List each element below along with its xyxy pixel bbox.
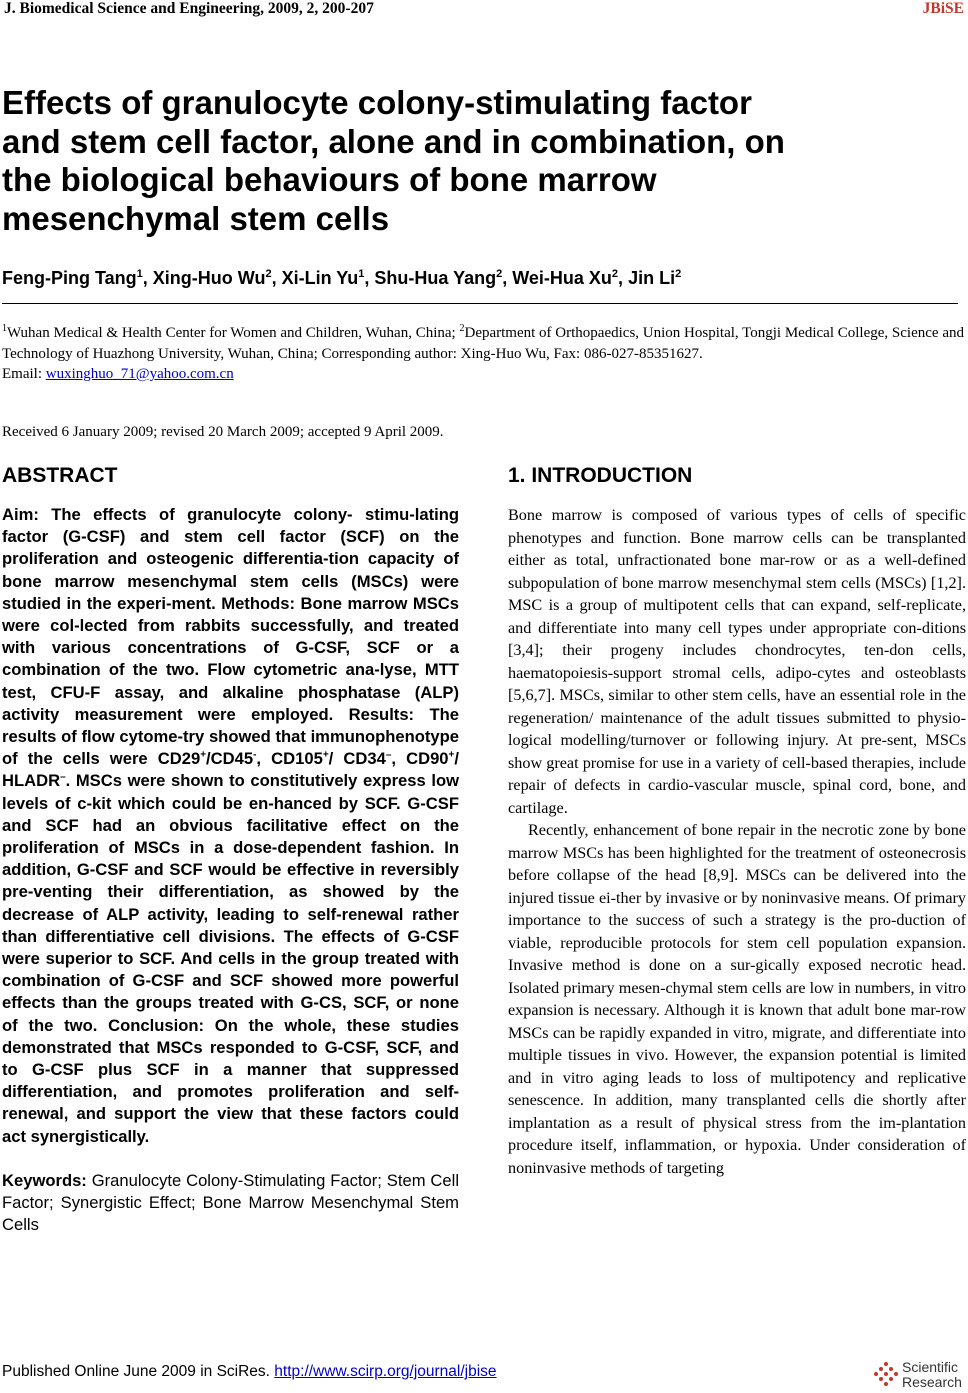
title-line: mesenchymal stem cells [2,199,390,237]
logo-text [902,1360,962,1390]
author-name: Xing-Huo Wu [152,268,266,288]
author-name: Jin Li [628,268,676,288]
journal-link[interactable]: http://www.scirp.org/journal/jbise [274,1363,497,1380]
affiliation-1: Wuhan Medical & Health Center for Women and Children, Wuhan, China; [7,325,460,341]
introduction-paragraph: Recently, enhancement of bone repair in the necrotic zone by bone marrow MSCs has been highlighted for the treatment of osteonecrosis before collapse of the head [8,9]. MSCs can be delivered into the injured tissue ei-ther by invasive or by noninvasive means. Of primary importance to the success of such a strategy is the pro-duction of viable, reproducible protocols for stem cell population expansion. Invasive method is done on a sur-gically exposed necrotic head. Isolated primary mesen-chymal stem cells are low in numbers, in vitro expansion is necessary. Although it is known that adult bone mar-row MSCs can be rapidly expanded in vitro, migrate, and differentiate into multiple tissues in vivo. However, the expansion potential is limited and in vitro aging leads to loss of multipotency and replicative senescence. In addition, many transplanted cells die shortly after implantation as a result of physical stress from the im-plantation procedure itself, inflammation, or hypoxia. Under consideration of noninvasive methods of targeting [508,821,966,1177]
author-name: Shu-Hua Yang [374,268,497,288]
author-name: Xi-Lin Yu [281,268,359,288]
keywords [2,1170,459,1237]
journal-abbrev: JBiSE [922,0,964,17]
page-footer [2,1363,497,1381]
logo-line: Scientific [902,1359,959,1375]
received-dates: Received 6 January 2009; revised 20 March 2009; accepted 9 April 2009. [2,424,444,440]
logo-line: Research [902,1374,962,1390]
author-affiliation-mark: 1 [136,268,143,280]
affiliation-mark: 1 [2,323,7,334]
author-affiliation-mark: 2 [611,268,619,280]
header-divider [2,303,958,304]
affiliations [2,319,964,385]
logo-mark-icon [872,1360,900,1390]
introduction-heading: 1. INTRODUCTION [508,464,693,487]
affiliation-mark: 2 [459,323,465,334]
title-line: the biological behaviours of bone marrow [2,161,657,198]
author-name: Feng-Ping Tang [2,268,137,288]
abstract-text: Aim: The effects of granulocyte colony- stimu-lating factor (G-CSF) and stem cell factor (SCF) on the proliferation and osteogenic differentia-tion capacity of bone marrow mesenchymal stem cells (MSCs) were studied in the experi-ment. Methods: Bone marrow MSCs were col-lected from rabbits successfully, and treated with various concentrations of G-CSF, SCF or a combination of the two. Flow cytometric ana-lyse, MTT test, CFU-F assay, and alkaline phosphatase (ALP) activity measurement were employed. Results: The results of flow cytome-try showed that immunophenotype of the cells were CD29+/CD45-, CD105+/ CD34–, CD90+/ HLADR–. MSCs were shown to constitutively express low levels of c-kit which could be en-hanced by SCF. G-CSF and SCF had an obvious facilitative effect on the proliferation of MSCs in a dose-dependent fashion. In addition, G-CSF and SCF would be effective in reversibly pre-venting their differentiation, as showed by the decrease of ALP activity, leading to self-renewal rather than differentiative cell divisions. The effects of G-CSF were superior to SCF. And cells in the group treated with combination of G-CSF and SCF showed more powerful effects than the groups treated with G-CS, SCF, or none of the two. Conclusion: On the whole, these studies demonstrated that MSCs responded to G-CSF, SCF, and to G-CSF plus SCF in a manner that suppressed differentiation, and promotes proliferation and self-renewal, and support the view that these factors could act synergistically. [2,505,459,1146]
keywords-label: Keywords: [2,1170,87,1190]
author-affiliation-mark: 2 [675,268,682,280]
abstract-heading: ABSTRACT [2,464,118,487]
email-link[interactable]: wuxinghuo_71@yahoo.com.cn [45,366,234,382]
title-line: and stem cell factor, alone and in combination, on [2,122,785,160]
author-list: Feng-Ping Tang$^1$, Xing-Huo Wu$^2$, Xi-Lin Yu$^1$, Shu-Hua Yang$^2$, Wei-Hua Xu$^2$, Jin Li$^2$ [2,268,682,288]
author-affiliation-mark: 2 [496,268,503,280]
author-name: Wei-Hua Xu [512,268,612,288]
scientific-research-logo [872,1358,968,1392]
footer-text: Published Online June 2009 in SciRes. [2,1363,275,1380]
affiliation-2: Department of Orthopaedics, Union Hospital, Tongji Medical College, Science and Technology of Huazhong University, Wuhan, China; Corresponding author: Xing-Huo Wu, Fax: 086-027-85351627. [2,325,964,362]
running-head [4,0,964,20]
author-affiliation-mark: 2 [265,268,272,280]
right-column [508,464,966,1179]
left-column [2,464,459,1237]
author-affiliation-mark: 1 [358,268,365,280]
paper-title [2,84,942,238]
title-line: Effects of granulocyte colony-stimulating factor [2,84,752,121]
keywords-text: Granulocyte Colony-Stimulating Factor; Stem Cell Factor; Synergistic Effect; Bone Marrow Mesenchymal Stem Cells [2,1170,459,1235]
email-label: Email: [2,366,46,382]
journal-citation: J. Biomedical Science and Engineering, 2009, 2, 200-207 [4,0,374,17]
introduction-paragraph: Bone marrow is composed of various types of cells of specific phenotypes and function. Bone marrow cells can be transplanted either as total, unfractionated bone mar-row or as a well-defined subpopulation of bone marrow mesenchymal stem cells (MSCs) [1,2]. MSC is a group of multipotent cells that can expand, self-replicate, and differentiate into many cell types under appropriate con-ditions [3,4]; their progeny includes chondrocytes, ten-don cells, haematopoiesis-support stromal cells, adipo-cytes and osteoblasts [5,6,7]. MSCs, similar to other stem cells, have an essential role in the regeneration/ maintenance of the adult tissues submitted to physio-logical modelling/turnover or following injury. At pre-sent, MSCs show great promise for use in a variety of cell-based therapies, include repair of defects in cardio-vascular muscle, spinal cord, bone, and cartilage. [508,506,966,817]
